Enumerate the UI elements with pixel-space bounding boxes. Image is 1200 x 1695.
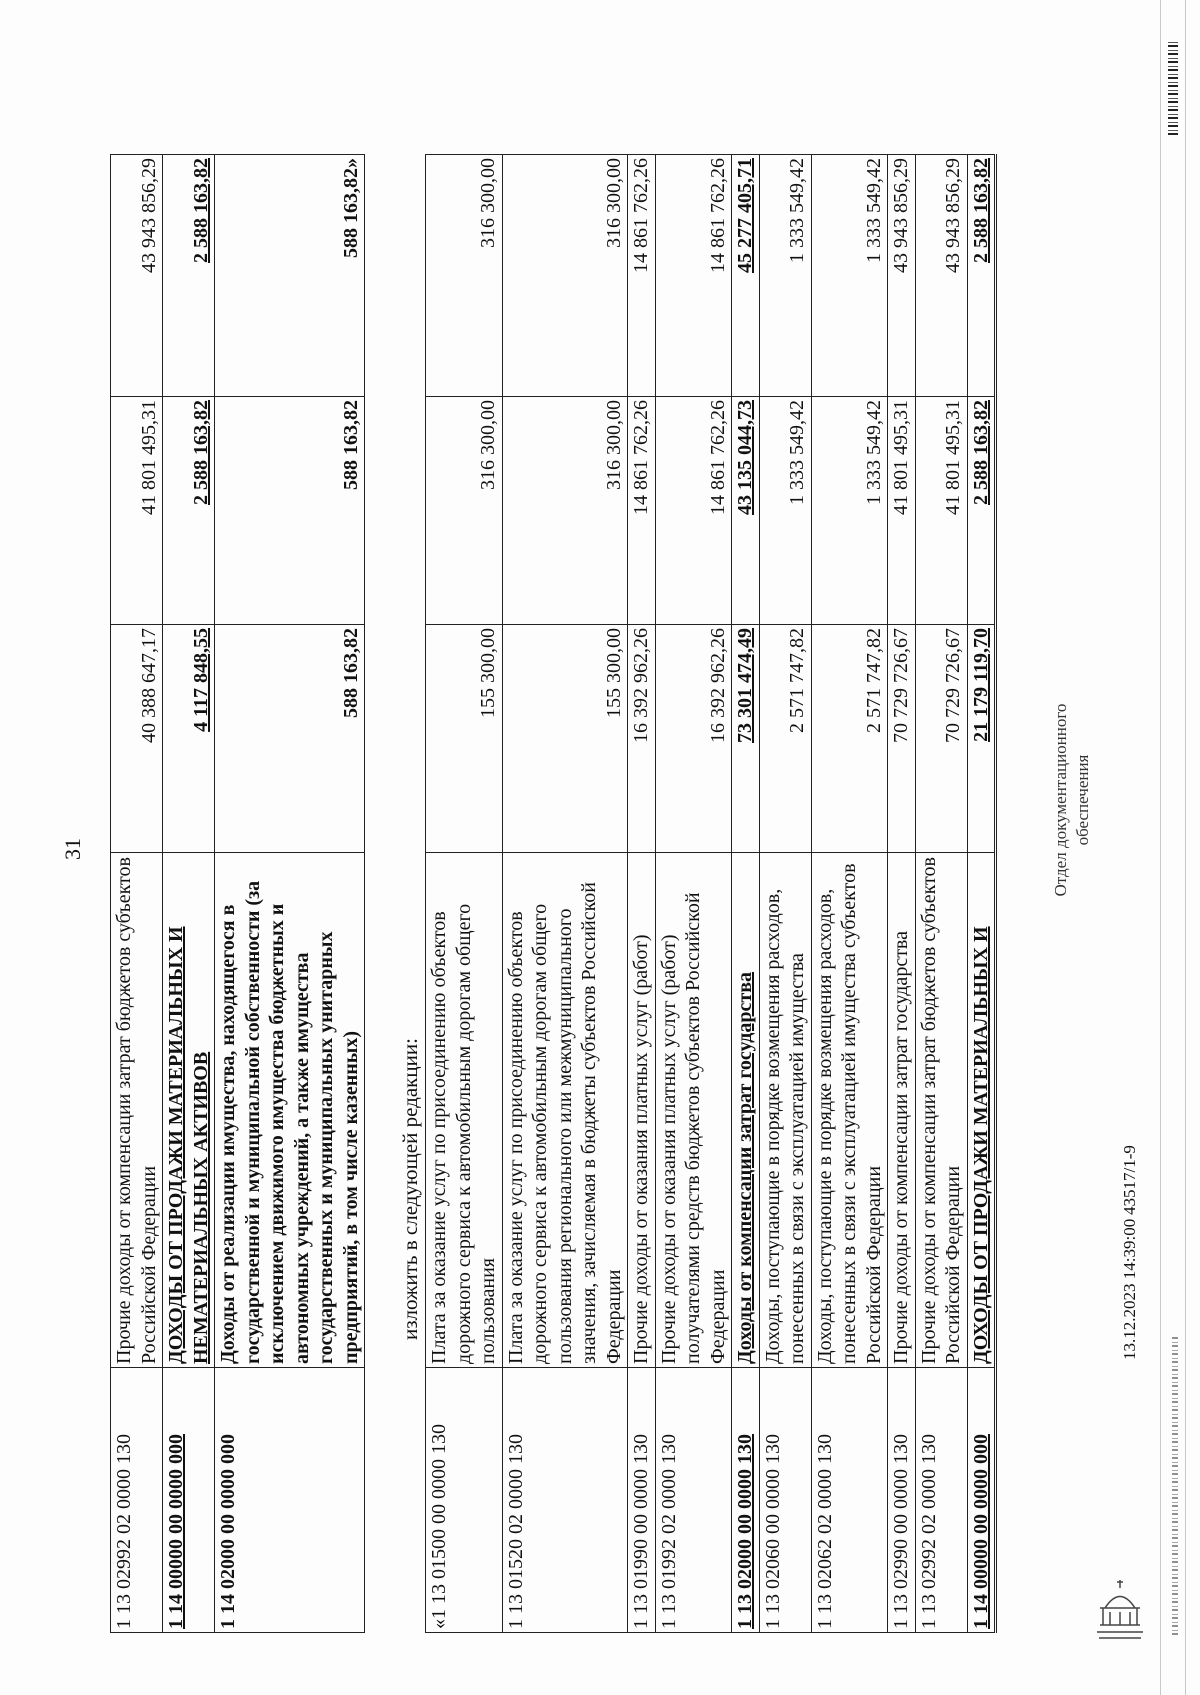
table-row [915,155,967,1633]
amount-cell: 43 943 856,29 [111,155,163,397]
budget-code-cell: 1 14 00000 00 0000 000 [163,1368,215,1633]
budget-code-cell: 1 13 02062 02 0000 130 [811,1368,888,1633]
budget-code-cell: 1 13 02000 00 0000 130 [732,1368,760,1633]
amount-cell: 1 333 549,42 [759,397,811,625]
amount-cell: 45 277 405,71 [732,155,760,397]
table-row [655,155,732,1633]
edit-caption: изложить в следующей редакции: [398,1038,422,1340]
income-name-cell: Плата за оказание услуг по присоединению объектов дорожного сервиса к автомобильным дорогам общего пользования регионального или межмуниципального значения, зачисляемая в бюджеты субъектов Российской Федерации [502,853,628,1368]
amount-cell: 155 300,00 [426,625,503,853]
amount-cell: 16 392 962,26 [628,625,656,853]
income-name-cell: Прочие доходы от компенсации затрат бюджетов субъектов Российской Федерации [111,853,163,1368]
income-name-cell: Доходы, поступающие в порядке возмещения расходов, понесенных в связи с эксплуатацией имущества [759,853,811,1368]
amount-cell: 316 300,00 [502,397,628,625]
department-stamp-line2: обеспечения [1073,754,1092,846]
amount-cell: 41 801 495,31 [888,397,916,625]
amount-cell: 4 117 848,55 [163,625,215,853]
amount-cell: 41 801 495,31 [915,397,967,625]
amount-cell: 1 333 549,42 [811,155,888,397]
amount-cell: 41 801 495,31 [111,397,163,625]
table-row [426,155,503,1633]
income-name-cell: Плата за оказание услуг по присоединению объектов дорожного сервиса к автомобильным дорогам общего пользования [426,853,503,1368]
department-stamp-line1: Отдел документационного [1051,703,1070,897]
amount-cell: 2 588 163,82 [163,155,215,397]
department-stamp [1050,650,1094,950]
amount-cell: 16 392 962,26 [655,625,732,853]
table-row [811,155,888,1633]
scan-artifact-line [1160,0,1161,1695]
amount-cell: 316 300,00 [426,397,503,625]
table-row [732,155,760,1633]
amount-cell: 70 729 726,67 [915,625,967,853]
amount-cell: 21 179 119,70 [967,625,996,853]
income-name-cell: ДОХОДЫ ОТ ПРОДАЖИ МАТЕРИАЛЬНЫХ И НЕМАТЕРИАЛЬНЫХ АКТИВОВ [163,853,215,1368]
income-name-cell: Доходы от реализации имущества, находящегося в государственной и муниципальной собственности (за исключением движимого имущества бюджетных и автономных учреждений, а также имущества государственных и муниципальных унитарных предприятий, в том числе казенных) [215,853,365,1368]
scan-artifact-line [1185,0,1186,1695]
amount-cell: 316 300,00 [502,155,628,397]
income-name-cell: Доходы, поступающие в порядке возмещения расходов, понесенных в связи с эксплуатацией имущества субъектов Российской Федерации [811,853,888,1368]
footer-date: 13.12.2023 14:39:00 [1120,1218,1139,1360]
table-row [888,155,916,1633]
amount-cell: 2 571 747,82 [759,625,811,853]
income-name-cell: Прочие доходы от компенсации затрат государства [888,853,916,1368]
scan-barcode-strip [1168,40,1178,135]
budget-code-cell: 1 13 02060 00 0000 130 [759,1368,811,1633]
amount-cell: 2 588 163,82 [967,397,996,625]
budget-code-cell: 1 13 02992 02 0000 130 [111,1368,163,1633]
table-row [502,155,628,1633]
amount-cell: 588 163,82» [215,155,365,397]
amount-cell: 2 588 163,82 [163,397,215,625]
amount-cell: 14 861 762,26 [628,155,656,397]
amount-cell: 588 163,82 [215,625,365,853]
amount-cell: 70 729 726,67 [888,625,916,853]
amount-cell: 40 388 647,17 [111,625,163,853]
amount-cell: 316 300,00 [426,155,503,397]
income-name-cell: Прочие доходы от оказания платных услуг (работ) [628,853,656,1368]
amount-cell: 1 333 549,42 [811,397,888,625]
budget-code-cell: 1 13 01990 00 0000 130 [628,1368,656,1633]
amount-cell: 14 861 762,26 [655,397,732,625]
income-name-cell: Прочие доходы от оказания платных услуг (работ) получателями средств бюджетов субъектов Российской Федерации [655,853,732,1368]
amount-cell: 2 571 747,82 [811,625,888,853]
budget-code-cell: 1 13 01520 02 0000 130 [502,1368,628,1633]
income-name-cell: Доходы от компенсации затрат государства [732,853,760,1368]
amount-cell: 588 163,82 [215,397,365,625]
amount-cell: 1 333 549,42 [759,155,811,397]
amount-cell: 14 861 762,26 [628,397,656,625]
table-row [111,155,163,1633]
budget-code-cell: 1 13 02992 02 0000 130 [915,1368,967,1633]
amount-cell: 14 861 762,26 [655,155,732,397]
table-row [163,155,215,1633]
table-row [759,155,811,1633]
amount-cell: 73 301 474,49 [732,625,760,853]
amount-cell: 155 300,00 [502,625,628,853]
footer-doc-code: 43517/1-9 [1120,1145,1139,1215]
budget-code-cell: 1 13 02990 00 0000 130 [888,1368,916,1633]
income-name-cell: ДОХОДЫ ОТ ПРОДАЖИ МАТЕРИАЛЬНЫХ И [967,853,996,1368]
page-number: 31 [60,838,85,860]
budget-table-old [110,154,365,1633]
budget-table-new [425,154,997,1633]
table-row [967,155,996,1633]
table-row [628,155,656,1633]
scan-barcode-strip [1172,1335,1178,1635]
budget-code-cell: «1 13 01500 00 0000 130 [426,1368,503,1633]
table-row [215,155,365,1633]
budget-code-cell: 1 14 00000 00 0000 000 [967,1368,996,1633]
amount-cell: 43 135 044,73 [732,397,760,625]
amount-cell: 2 588 163,82 [967,155,996,397]
budget-code-cell: 1 14 02000 00 0000 000 [215,1368,365,1633]
income-name-cell: Прочие доходы от компенсации затрат бюджетов субъектов Российской Федерации [915,853,967,1368]
amount-cell: 43 943 856,29 [888,155,916,397]
amount-cell: 43 943 856,29 [915,155,967,397]
duma-logo-icon [1080,1575,1160,1645]
budget-code-cell: 1 13 01992 02 0000 130 [655,1368,732,1633]
